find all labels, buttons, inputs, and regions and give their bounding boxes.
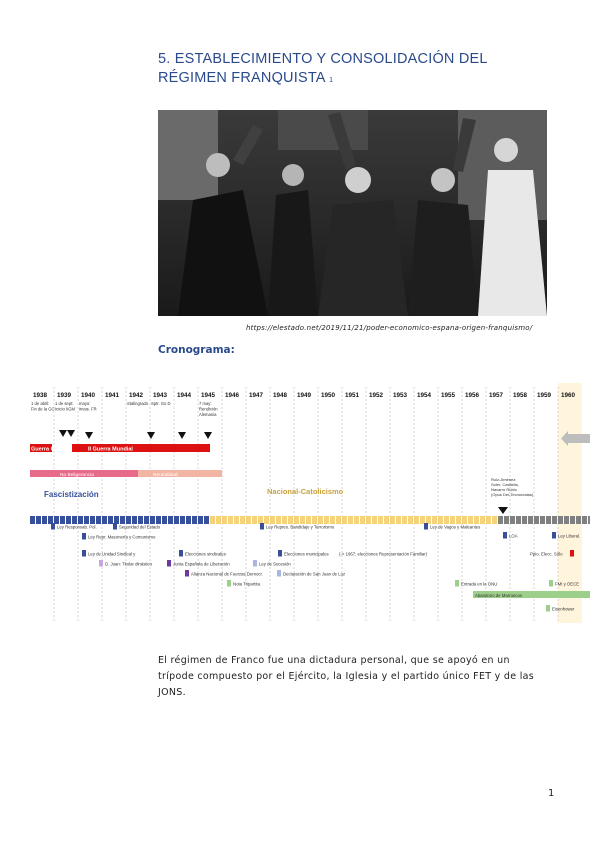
period-strip-segment bbox=[72, 516, 77, 524]
period-strip-segment bbox=[474, 516, 479, 524]
period-strip-segment bbox=[318, 516, 323, 524]
period-strip-segment bbox=[102, 516, 107, 524]
year-label-1942: 1942 bbox=[129, 392, 144, 399]
period-strip-segment bbox=[516, 516, 521, 524]
period-strip-segment bbox=[30, 516, 35, 524]
opus-dei-note: Soler, Castiella, bbox=[491, 482, 519, 487]
year-label-1953: 1953 bbox=[393, 392, 408, 399]
period-strip-segment bbox=[456, 516, 461, 524]
period-strip-segment bbox=[558, 516, 563, 524]
period-strip-segment bbox=[540, 516, 545, 524]
law-marker bbox=[99, 560, 103, 567]
ww2-label: II Guerra Mundial bbox=[88, 446, 133, 453]
cronograma-heading: Cronograma: bbox=[158, 344, 235, 356]
year-label-1940: 1940 bbox=[81, 392, 96, 399]
period-strip-segment bbox=[294, 516, 299, 524]
fascistizacion-label: Fascistización bbox=[44, 490, 99, 499]
period-strip-segment bbox=[144, 516, 149, 524]
period-strip-segment bbox=[426, 516, 431, 524]
event-note-1939: 1 de sept: bbox=[55, 401, 74, 406]
year-label-1938: 1938 bbox=[33, 392, 48, 399]
period-strip-segment bbox=[258, 516, 263, 524]
event-note-1945: 7 may: bbox=[199, 401, 212, 406]
period-strip-segment bbox=[222, 516, 227, 524]
law-label: Alianza Nacional de Fuerzas Democr. bbox=[191, 571, 263, 577]
law-label: Declaración de San Juan de Luz bbox=[283, 571, 346, 577]
continuation-bar bbox=[568, 434, 590, 443]
neutralidad-label: Neutralidad bbox=[153, 472, 178, 478]
neutralidad-bar bbox=[138, 470, 222, 477]
period-strip-segment bbox=[66, 516, 71, 524]
period-strip-segment bbox=[534, 516, 539, 524]
period-strip-segment bbox=[522, 516, 527, 524]
period-strip-segment bbox=[156, 516, 161, 524]
period-strip-segment bbox=[414, 516, 419, 524]
law-marker bbox=[455, 580, 459, 587]
period-strip-segment bbox=[378, 516, 383, 524]
year-label-1945: 1945 bbox=[201, 392, 216, 399]
period-strip-segment bbox=[312, 516, 317, 524]
period-strip-segment bbox=[360, 516, 365, 524]
year-label-1957: 1957 bbox=[489, 392, 504, 399]
year-label-1947: 1947 bbox=[249, 392, 264, 399]
paragraph-line-3: JONS. bbox=[158, 687, 186, 698]
law-marker bbox=[570, 550, 574, 557]
law-marker bbox=[546, 605, 550, 612]
law-marker bbox=[549, 580, 553, 587]
law-label: Ley Repr. Masonería y Comunismo bbox=[88, 534, 156, 540]
year-label-1954: 1954 bbox=[417, 392, 432, 399]
period-strip-segment bbox=[36, 516, 41, 524]
period-strip-segment bbox=[348, 516, 353, 524]
law-label: Junta Española de Liberación bbox=[173, 561, 230, 567]
year-label-1955: 1955 bbox=[441, 392, 456, 399]
year-label-1941: 1941 bbox=[105, 392, 120, 399]
period-strip-segment bbox=[306, 516, 311, 524]
law-label: Ley Liberal. bbox=[558, 533, 581, 539]
law-marker bbox=[167, 560, 171, 567]
page-title bbox=[158, 50, 558, 88]
photo-source-link[interactable]: https://elestado.net/2019/11/21/poder-economico-espana-origen-franquismo/ bbox=[246, 324, 533, 332]
period-strip-segment bbox=[246, 516, 251, 524]
period-strip-segment bbox=[450, 516, 455, 524]
period-strip-segment bbox=[396, 516, 401, 524]
period-strip-segment bbox=[390, 516, 395, 524]
period-strip-segment bbox=[366, 516, 371, 524]
year-label-1959: 1959 bbox=[537, 392, 552, 399]
period-strip-segment bbox=[480, 516, 485, 524]
period-strip-segment bbox=[96, 516, 101, 524]
footnote-mark: 1 bbox=[329, 77, 334, 84]
period-strip-segment bbox=[564, 516, 569, 524]
law-marker bbox=[185, 570, 189, 577]
civil-war-label: Guerra Civil bbox=[31, 446, 63, 453]
title-line-2: RÉGIMEN FRANQUISTA bbox=[158, 70, 325, 86]
franco-salute-photo bbox=[158, 110, 547, 316]
period-strip-segment bbox=[90, 516, 95, 524]
period-strip-segment bbox=[342, 516, 347, 524]
period-strip-segment bbox=[42, 516, 47, 524]
period-strip-segment bbox=[252, 516, 257, 524]
event-marker-icon bbox=[85, 432, 93, 439]
paragraph-line-1: El régimen de Franco fue una dictadura personal, que se apoyó en un bbox=[158, 655, 510, 666]
period-strip-segment bbox=[384, 516, 389, 524]
year-label-1944: 1944 bbox=[177, 392, 192, 399]
period-strip-segment bbox=[216, 516, 221, 524]
period-strip-segment bbox=[300, 516, 305, 524]
body-paragraph bbox=[158, 653, 558, 701]
law-marker bbox=[179, 550, 183, 557]
year-label-1958: 1958 bbox=[513, 392, 528, 399]
event-marker-icon bbox=[59, 430, 67, 437]
law-label: LOA bbox=[509, 533, 518, 539]
period-strip-segment bbox=[546, 516, 551, 524]
nacional-catolicismo-label: Nacional-Catolicismo bbox=[267, 487, 344, 496]
period-strip-segment bbox=[504, 516, 509, 524]
period-strip-segment bbox=[180, 516, 185, 524]
law-marker bbox=[82, 533, 86, 540]
year-label-1952: 1952 bbox=[369, 392, 384, 399]
law-marker bbox=[260, 523, 264, 530]
year-label-1951: 1951 bbox=[345, 392, 360, 399]
period-strip-segment bbox=[438, 516, 443, 524]
period-strip-segment bbox=[138, 516, 143, 524]
event-marker-icon bbox=[178, 432, 186, 439]
period-strip-segment bbox=[486, 516, 491, 524]
law-label: (-> 1967: elecciones Representación Familiar) bbox=[339, 551, 428, 557]
period-strip-segment bbox=[570, 516, 575, 524]
law-marker bbox=[113, 523, 117, 530]
period-strip-segment bbox=[576, 516, 581, 524]
period-strip-segment bbox=[510, 516, 515, 524]
period-strip-segment bbox=[588, 516, 590, 524]
opus-dei-note: Navarro Rubio bbox=[491, 487, 517, 492]
period-strip-segment bbox=[372, 516, 377, 524]
event-note-1942: Stalingrado bbox=[127, 401, 149, 406]
law-marker bbox=[51, 523, 55, 530]
period-strip-segment bbox=[240, 516, 245, 524]
period-strip-segment bbox=[336, 516, 341, 524]
event-note-1940: invas. FR bbox=[79, 406, 97, 412]
period-strip-segment bbox=[48, 516, 53, 524]
law-marker bbox=[277, 570, 281, 577]
law-marker bbox=[424, 523, 428, 530]
highlight-1960 bbox=[558, 383, 582, 623]
chronology-timeline bbox=[30, 383, 590, 628]
period-strip-segment bbox=[402, 516, 407, 524]
period-strip-segment bbox=[162, 516, 167, 524]
period-strip-segment bbox=[270, 516, 275, 524]
title-line-1: 5. ESTABLECIMIENTO Y CONSOLIDACIÓN DEL bbox=[158, 51, 488, 67]
period-strip-segment bbox=[354, 516, 359, 524]
period-strip-segment bbox=[84, 516, 89, 524]
law-marker bbox=[278, 550, 282, 557]
period-strip-segment bbox=[168, 516, 173, 524]
period-strip-segment bbox=[108, 516, 113, 524]
period-strip-segment bbox=[234, 516, 239, 524]
period-strip-segment bbox=[528, 516, 533, 524]
municipal-elections-label: Elecciones municipales bbox=[284, 551, 329, 557]
period-strip-segment bbox=[78, 516, 83, 524]
paragraph-line-2: trípode compuesto por el Ejército, la Iglesia y el partido único FET y de las bbox=[158, 671, 535, 682]
period-strip-segment bbox=[60, 516, 65, 524]
law-label: Ley de Vagos y Maleantes bbox=[430, 524, 481, 530]
law-label: Ley Repres. Bandidaje y Terrorismo bbox=[266, 524, 335, 530]
period-strip-segment bbox=[114, 516, 119, 524]
period-strip-segment bbox=[282, 516, 287, 524]
period-strip-segment bbox=[150, 516, 155, 524]
event-note-1945: Rendición bbox=[199, 406, 218, 412]
period-strip-segment bbox=[468, 516, 473, 524]
period-strip-segment bbox=[330, 516, 335, 524]
period-strip-segment bbox=[492, 516, 497, 524]
period-strip-segment bbox=[462, 516, 467, 524]
law-marker bbox=[503, 532, 507, 539]
period-strip-segment bbox=[444, 516, 449, 524]
principle-label: Ppio. Elecc. Sólo bbox=[530, 551, 563, 557]
period-strip-segment bbox=[198, 516, 203, 524]
period-strip-segment bbox=[174, 516, 179, 524]
year-label-1949: 1949 bbox=[297, 392, 312, 399]
marruecos-label: Abandono de Marruecos bbox=[475, 592, 523, 598]
law-marker bbox=[82, 550, 86, 557]
law-label: D. Juan: Titular dinástico bbox=[105, 561, 153, 567]
law-label: Nota Tripartita bbox=[233, 581, 260, 587]
period-strip-segment bbox=[498, 516, 503, 524]
period-strip-segment bbox=[192, 516, 197, 524]
year-label-1943: 1943 bbox=[153, 392, 168, 399]
period-strip-segment bbox=[126, 516, 131, 524]
period-strip-segment bbox=[228, 516, 233, 524]
period-strip-segment bbox=[408, 516, 413, 524]
period-strip-segment bbox=[288, 516, 293, 524]
period-strip-segment bbox=[120, 516, 125, 524]
opus-dei-note: (Opus Dei-Tecnócratas) bbox=[491, 492, 534, 497]
event-note-1938: Fin de la GC bbox=[31, 406, 55, 412]
opus-dei-note: Ruiz-Jiménez: bbox=[491, 477, 517, 482]
year-label-1956: 1956 bbox=[465, 392, 480, 399]
event-note-1945: Alemania bbox=[199, 412, 217, 417]
event-marker-icon bbox=[498, 507, 508, 514]
period-strip-segment bbox=[432, 516, 437, 524]
event-note-1940: mayo: bbox=[79, 401, 91, 406]
law-marker bbox=[227, 580, 231, 587]
year-label-1948: 1948 bbox=[273, 392, 288, 399]
law-label: Elecciones sindicales bbox=[185, 551, 226, 557]
law-label: Ley de Unidad Sindical y bbox=[88, 551, 136, 557]
period-strip-segment bbox=[210, 516, 215, 524]
event-note-1939: Inicio IIGM bbox=[55, 406, 76, 412]
law-label: FMI y OECE bbox=[555, 581, 580, 587]
event-marker-icon bbox=[67, 430, 75, 437]
law-label: Ley de Sucesión bbox=[259, 561, 291, 567]
year-label-1939: 1939 bbox=[57, 392, 72, 399]
period-strip-segment bbox=[420, 516, 425, 524]
year-label-1950: 1950 bbox=[321, 392, 336, 399]
period-strip-segment bbox=[276, 516, 281, 524]
period-strip-segment bbox=[552, 516, 557, 524]
period-strip-segment bbox=[204, 516, 209, 524]
law-marker bbox=[253, 560, 257, 567]
eisenhower-label: Eisenhower bbox=[552, 606, 575, 612]
law-label: Ley Responsab. Pol. bbox=[57, 524, 97, 530]
no-beligerancia-label: No Beligerancia bbox=[60, 472, 94, 478]
law-label: Seguridad del Estado bbox=[119, 524, 161, 530]
event-marker-icon bbox=[204, 432, 212, 439]
page-number: 1 bbox=[548, 788, 555, 799]
year-label-1946: 1946 bbox=[225, 392, 240, 399]
event-note-1943: Sptr. Go D bbox=[151, 401, 171, 406]
period-strip-segment bbox=[132, 516, 137, 524]
law-label: Entrada en la ONU bbox=[461, 581, 498, 587]
year-label-1960: 1960 bbox=[561, 392, 576, 399]
period-strip-segment bbox=[324, 516, 329, 524]
period-strip-segment bbox=[582, 516, 587, 524]
event-note-1938: 1 de abril: bbox=[31, 401, 50, 406]
event-marker-icon bbox=[147, 432, 155, 439]
law-marker bbox=[552, 532, 556, 539]
photo-drawing bbox=[158, 110, 547, 316]
period-strip-segment bbox=[264, 516, 269, 524]
period-strip-segment bbox=[54, 516, 59, 524]
period-strip-segment bbox=[186, 516, 191, 524]
